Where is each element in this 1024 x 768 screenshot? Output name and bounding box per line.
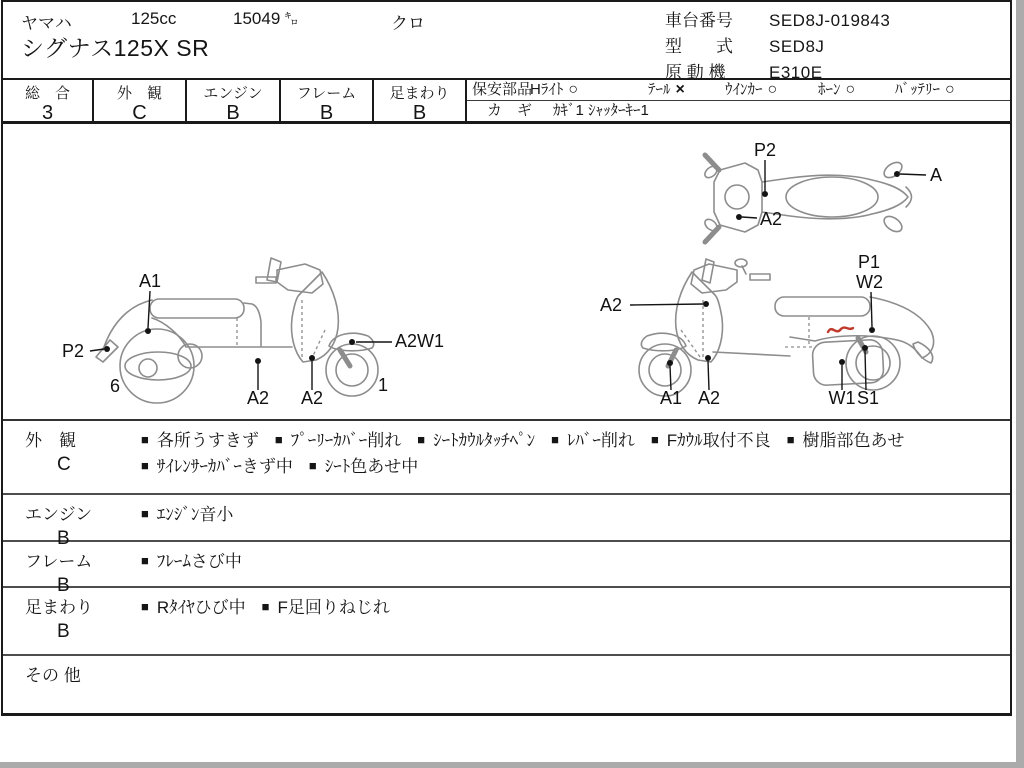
status-mark: ○ [845,81,856,98]
grade-cell-frame [281,80,374,124]
diagram-label-p2-floor: P2 [753,140,777,160]
displacement: 125cc [131,9,177,28]
condition-note: ■ ｼｰﾄｶｳﾙﾀｯﾁﾍﾟﾝ [417,431,535,450]
grade-value: B [319,102,334,124]
section-name: その 他 [25,666,81,685]
grade-label: 足まわり [389,85,450,102]
section-grade: B [57,621,70,642]
model-code-line [665,34,890,60]
grade-value: B [412,102,427,124]
condition-note: ■ 樹脂部色あせ [787,431,905,450]
safety-item-tail [648,80,685,100]
condition-note: ■ Rﾀｲﾔひび中 [141,598,246,617]
condition-notes [135,588,1010,654]
engine-code-label: 原 動 機 [665,63,726,82]
diagram-label-6-rear-wheel: 6 [110,376,121,396]
diagram-label-a1-rear-body: A1 [138,271,162,291]
auction-sheet [1,0,1012,716]
condition-notes [135,542,1010,586]
diagram-label-a2w1-front-fender: A2W1 [395,331,445,351]
diagram-label-a-rear: A [930,165,943,185]
mileage-value: 15049 [233,9,281,28]
top-view-diagram [703,140,942,242]
condition-row-engine [3,495,1010,549]
grade-value: B [226,102,240,124]
condition-section-label [3,588,135,654]
condition-row-frame [3,542,1010,596]
chassis-number-value: SED8J-019843 [769,11,891,30]
section-name: 外 観 [25,431,76,450]
scan-edge-bottom [0,762,1016,768]
condition-note: ■ ｻｲﾚﾝｻｰｶﾊﾞｰきず中 [141,457,293,476]
header [3,2,1010,82]
safety-item-name: ﾊﾞｯﾃﾘｰ [895,81,941,98]
damage-diagram [3,124,1010,421]
diagram-label-a2-underbody: A2 [697,388,721,408]
grade-cell-overall [3,80,94,124]
grade-cell-exterior [94,80,187,124]
grade-cell-engine [187,80,281,124]
keys-value: ｶｷﾞ1 ｼｬｯﾀｰｷｰ1 [553,102,649,119]
grade-label: エンジン [203,85,263,102]
model-code-label: 型 式 [665,37,733,56]
chassis-number-label: 車台番号 [665,11,733,30]
diagram-label-1-front-wheel: 1 [378,375,389,395]
diagram-label-a2-handlebar: A2 [760,209,783,229]
right-side-diagram [600,252,934,408]
status-mark: × [675,81,685,98]
condition-row-undercarriage [3,588,1010,656]
safety-item-name: ﾃｰﾙ [648,81,671,98]
model-code-value: SED8J [769,37,825,56]
chassis-number-line [665,8,890,34]
diagram-label-a1-front-wheel: A1 [659,388,683,408]
grade-cell-undercarriage [374,80,467,124]
scooter-diagram-svg [3,124,1010,417]
diagram-label-s1-suspension: S1 [856,388,880,408]
mileage-unit: ㌔ [284,11,299,27]
left-side-diagram [62,258,444,408]
keys-label: カ ギ [487,102,533,119]
scan-edge-right [1016,0,1024,768]
grade-strip [3,78,1010,124]
grade-label: 総 合 [24,85,70,102]
condition-note: ■ Fｶｳﾙ取付不良 [651,431,771,450]
safety-item-name: ﾎｰﾝ [818,81,841,98]
status-mark: ○ [568,81,579,98]
model-name: シグナス125X SR [21,35,210,61]
safety-item-battery [895,80,955,100]
safety-parts-row [467,80,1010,101]
condition-note: ■ ｴﾝｼﾞﾝ音小 [141,505,233,524]
diagram-label-p1-rear-cowl: P1 [858,252,881,272]
status-mark: ○ [945,81,955,98]
condition-note: ■ ﾚﾊﾞｰ削れ [551,431,635,450]
condition-notes [135,656,1010,722]
condition-row-exterior [3,421,1010,495]
section-name: 足まわり [25,598,93,617]
diagram-label-w1-muffler: W1 [828,388,856,408]
diagram-label-a2-underbody-1: A2 [246,388,270,408]
condition-section-label [3,421,135,493]
condition-section-label [3,495,135,549]
condition-section-label [3,542,135,596]
safety-parts-label: 保安部品 [472,81,533,98]
safety-item-name: Hﾗｲﾄ [530,81,564,98]
safety-item-name: ｳｲﾝｶｰ [725,81,763,98]
grade-value: C [132,102,147,124]
condition-note: ■ ﾌﾟｰﾘｰｶﾊﾞｰ削れ [275,431,401,450]
condition-note: ■ 各所うすきず [141,431,259,450]
safety-item-winker [725,80,777,100]
diagram-label-w2-rear-cowl: W2 [856,272,883,292]
condition-notes [135,495,1010,540]
grade-label: 外 観 [116,85,162,102]
condition-note: ■ ﾌﾚｰﾑさび中 [141,552,242,571]
diagram-label-a2-underbody-2: A2 [300,388,324,408]
section-grade: B [57,575,70,596]
body-color: クロ [391,14,425,33]
safety-parts-block [467,80,1010,121]
maker-name: ヤマハ [21,14,72,33]
status-mark: ○ [767,81,778,98]
keys-row [467,101,1010,120]
section-name: フレーム [25,552,93,571]
engine-code-value: E310E [769,63,823,82]
condition-note: ■ F足回りねじれ [262,598,390,617]
grade-value: 3 [41,102,54,124]
safety-item-headlight [530,80,578,100]
condition-section-label [3,656,135,722]
diagram-label-p2-tail: P2 [62,341,85,361]
section-grade: B [57,528,70,549]
damage-mark [828,328,853,332]
condition-note: ■ ｼｰﾄ色あせ中 [309,457,418,476]
registration-block [665,8,890,86]
mileage [233,9,298,29]
condition-row-other [3,656,1010,722]
grade-label: フレーム [296,85,357,102]
diagram-label-a2-front-cowl: A2 [600,295,623,315]
section-grade: C [57,454,71,475]
section-name: エンジン [25,505,93,524]
condition-notes [135,421,1010,493]
safety-item-horn [818,80,855,100]
